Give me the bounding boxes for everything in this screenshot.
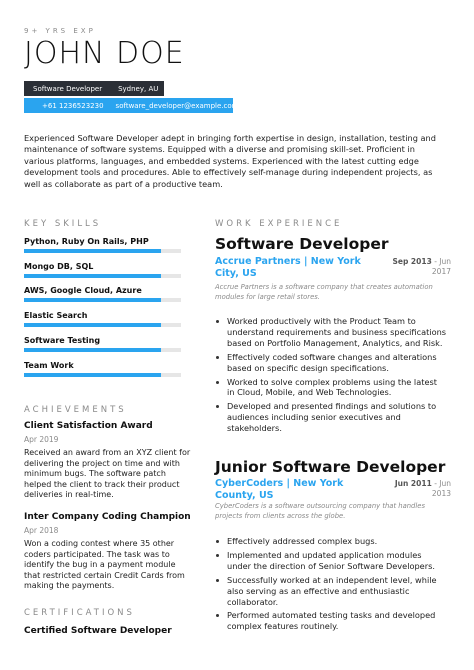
summary-text: Experienced Software Developer adept in bringing forth expertise in design, installation, testing and maintenance of software systems. Equipped with a diverse and promising skill-set. Proficient in various platforms, languages, and embedded systems. Experienced with the latest cutting edge development tools and procedures. Able to effectively self-manage during independent projects, as well as collaborate as part of a productive team.	[24, 133, 436, 189]
job-dates	[385, 257, 451, 277]
skill-label: Software Testing	[24, 336, 101, 345]
job-description: CyberCoders is a software outsourcing company that handles projects from clients across the globe.	[215, 502, 425, 520]
skill-bar	[24, 249, 181, 253]
job-bullet: Successfully worked at an independent level, while also serving as an effective and enthusiastic collaborator.	[215, 575, 447, 608]
skill-label: Elastic Search	[24, 311, 88, 320]
location-text: Sydney, AU	[118, 84, 159, 93]
job-company: Accrue Partners | New York City, US	[215, 256, 361, 279]
job-end-date: - Jun 2017	[431, 257, 451, 276]
achievements-section-title: ACHIEVEMENTS	[24, 405, 127, 415]
certification-item: Certified Software Developer	[24, 626, 172, 636]
skill-item	[24, 336, 181, 352]
achievement-date: Apr 2018	[24, 526, 59, 535]
phone-text[interactable]: +61 1236523230	[42, 101, 104, 110]
job-bullet: Worked productively with the Product Team to understand requirements and business specifications based on Portfolio Management, Analytics, and Risk.	[215, 316, 447, 349]
skills-section-title: KEY SKILLS	[24, 219, 102, 229]
achievement-title: Inter Company Coding Champion	[24, 512, 191, 522]
email-link[interactable]: software_developer@example.com	[115, 101, 239, 110]
job-company: CyberCoders | New York County, US	[215, 478, 344, 501]
achievement-text: Received an award from an XYZ client for delivering the project on time and with minimum bugs. The software patch helped the client to track their product deliveries in real-time.	[24, 448, 191, 500]
skill-bar	[24, 348, 181, 352]
skill-bar-fill	[24, 274, 161, 278]
role-text: Software Developer	[33, 84, 103, 93]
job-bullet: Performed automated testing tasks and developed complex features routinely.	[215, 610, 447, 632]
job-start-date: Jun 2011	[394, 479, 432, 488]
skill-bar-fill	[24, 373, 161, 377]
achievement-text: Won a coding contest where 35 other coders participated. The task was to identify the bug in a payment module that restricted certain Credit Cards from making the payments.	[24, 539, 185, 591]
job-start-date: Sep 2013	[392, 257, 432, 266]
skill-bar	[24, 323, 181, 327]
skill-item	[24, 237, 181, 253]
achievement-item	[24, 512, 194, 592]
candidate-name: JOHN DOE	[24, 36, 185, 71]
job-bullet: Effectively addressed complex bugs.	[215, 536, 447, 547]
job-title: Software Developer	[215, 235, 389, 253]
role-location-bar	[24, 81, 164, 96]
experience-section-title: WORK EXPERIENCE	[215, 219, 343, 229]
skill-bar-fill	[24, 348, 161, 352]
skill-bar	[24, 373, 181, 377]
experience-years: 9+ YRS EXP	[24, 27, 96, 35]
achievement-date: Apr 2019	[24, 435, 59, 444]
job-bullet: Implemented and updated application modules under the direction of Senior Software Developers.	[215, 550, 447, 572]
skill-label: Python, Ruby On Rails, PHP	[24, 237, 149, 246]
skill-bar-fill	[24, 249, 161, 253]
contact-bar	[24, 98, 239, 113]
skill-label: Mongo DB, SQL	[24, 262, 94, 271]
skill-label: Team Work	[24, 361, 74, 370]
skill-item	[24, 311, 181, 327]
skill-item	[24, 361, 181, 377]
job-bullets	[215, 316, 447, 437]
job-title: Junior Software Developer	[215, 458, 446, 476]
skill-bar	[24, 274, 181, 278]
job-bullet: Effectively coded software changes and alterations based on specific design specifications.	[215, 352, 447, 374]
certifications-section-title: CERTIFICATIONS	[24, 608, 135, 618]
job-end-date: - Jun 2013	[431, 479, 451, 498]
achievement-item	[24, 421, 194, 501]
skill-item	[24, 262, 181, 278]
job-bullets	[215, 536, 447, 635]
skill-bar-fill	[24, 298, 161, 302]
skill-label: AWS, Google Cloud, Azure	[24, 286, 142, 295]
skill-bar	[24, 298, 181, 302]
skill-item	[24, 286, 181, 302]
job-description: Accrue Partners is a software company that creates automation modules for large retail stores.	[215, 283, 433, 301]
job-dates	[385, 479, 451, 499]
skill-bar-fill	[24, 323, 161, 327]
job-bullet: Developed and presented findings and solutions to audiences including senior executives and stakeholders.	[215, 401, 447, 434]
job-bullet: Worked to solve complex problems using the latest in Cloud, Mobile, and Web Technologies.	[215, 377, 447, 399]
achievement-title: Client Satisfaction Award	[24, 421, 153, 431]
